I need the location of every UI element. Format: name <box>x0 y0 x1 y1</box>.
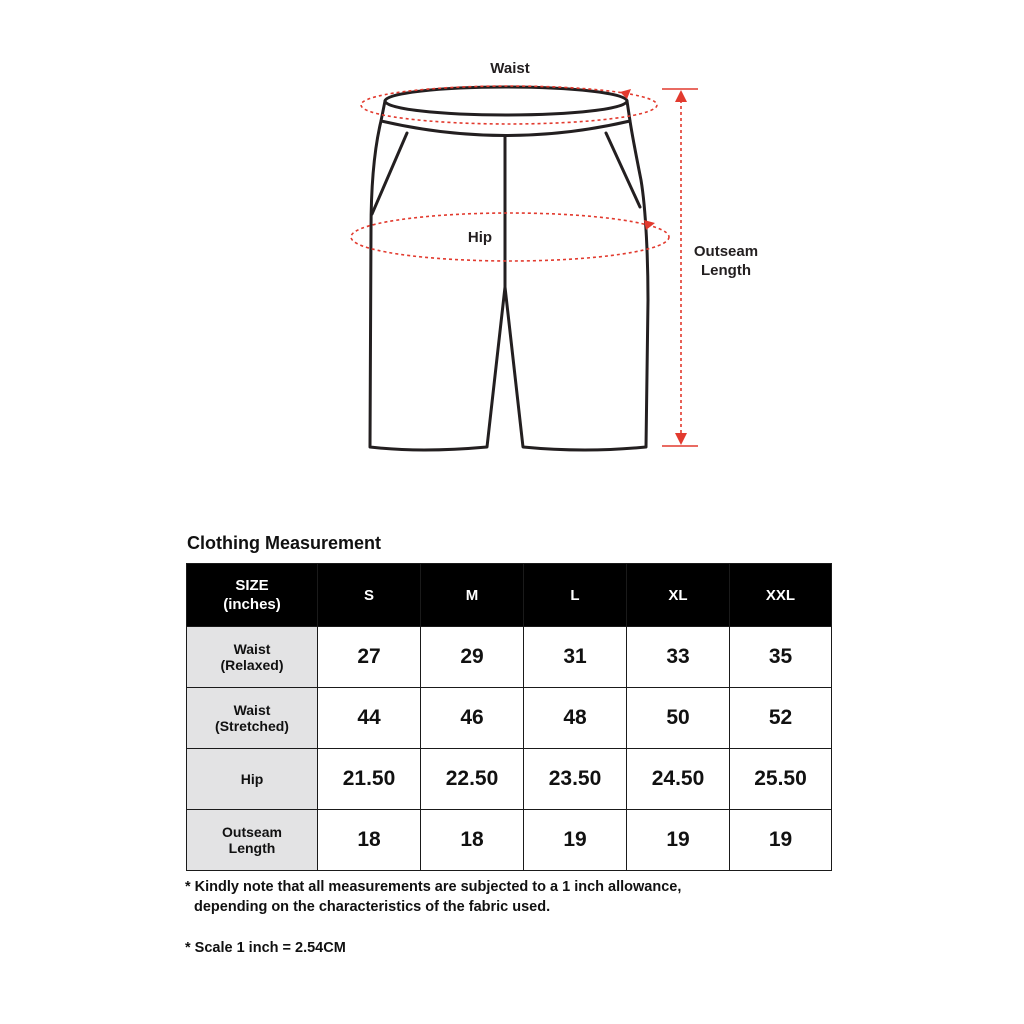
table-cell: 46 <box>421 688 524 749</box>
table-row-waist-relaxed <box>187 627 832 688</box>
waist-measure-line <box>361 86 657 124</box>
size-header-xl: XL <box>627 564 730 627</box>
row-header-line1: Waist <box>233 641 271 657</box>
row-header <box>187 810 318 871</box>
hip-label: Hip <box>467 229 493 246</box>
shorts-outline <box>370 121 648 450</box>
waistband-band <box>381 101 630 136</box>
allowance-note-line2: depending on the characteristics of the fabric used. <box>194 899 551 915</box>
table-cell: 31 <box>524 627 627 688</box>
row-header <box>187 627 318 688</box>
table-row-waist-stretched <box>187 688 832 749</box>
table-cell: 22.50 <box>421 749 524 810</box>
size-header-m: M <box>421 564 524 627</box>
row-header-line1: Waist <box>233 702 271 718</box>
table-cell: 19 <box>524 810 627 871</box>
outseam-arrow-up <box>675 90 687 102</box>
outseam-label <box>680 242 772 280</box>
table-row-outseam <box>187 810 832 871</box>
size-header-l: L <box>524 564 627 627</box>
table-row-hip <box>187 749 832 810</box>
table-cell: 23.50 <box>524 749 627 810</box>
corner-line1: SIZE <box>235 577 269 594</box>
table-cell: 18 <box>421 810 524 871</box>
table-cell: 27 <box>318 627 421 688</box>
table-cell: 24.50 <box>627 749 730 810</box>
outseam-label-line1: Outseam <box>693 243 759 260</box>
table-cell: 18 <box>318 810 421 871</box>
table-cell: 19 <box>730 810 832 871</box>
table-cell: 35 <box>730 627 832 688</box>
table-cell: 29 <box>421 627 524 688</box>
table-cell: 19 <box>627 810 730 871</box>
size-header-xxl: XXL <box>730 564 832 627</box>
size-chart-table <box>186 563 832 871</box>
row-header <box>187 749 318 810</box>
allowance-note-line1: * Kindly note that all measurements are subjected to a 1 inch allowance, <box>185 879 682 895</box>
row-header-line2: (Relaxed) <box>220 657 284 673</box>
hip-measure-line <box>351 213 669 261</box>
waist-label: Waist <box>490 60 530 77</box>
table-cell: 21.50 <box>318 749 421 810</box>
table-cell: 52 <box>730 688 832 749</box>
waistband-top <box>385 87 627 115</box>
row-header-line2: (Stretched) <box>215 718 289 734</box>
row-header-line2: Length <box>228 840 276 856</box>
corner-line2: (inches) <box>223 596 281 613</box>
allowance-note <box>185 877 681 917</box>
table-cell: 50 <box>627 688 730 749</box>
scale-note: * Scale 1 inch = 2.54CM <box>185 940 346 956</box>
table-header-row <box>187 564 832 627</box>
outseam-label-line2: Length <box>701 262 751 279</box>
table-cell: 48 <box>524 688 627 749</box>
row-header <box>187 688 318 749</box>
row-header-line1: Outseam <box>222 824 282 840</box>
row-header-line1: Hip <box>240 771 264 787</box>
outseam-arrow-down <box>675 433 687 445</box>
table-cell: 25.50 <box>730 749 832 810</box>
size-header-s: S <box>318 564 421 627</box>
table-title: Clothing Measurement <box>187 533 382 553</box>
table-cell: 44 <box>318 688 421 749</box>
table-cell: 33 <box>627 627 730 688</box>
size-corner-header <box>187 564 318 627</box>
